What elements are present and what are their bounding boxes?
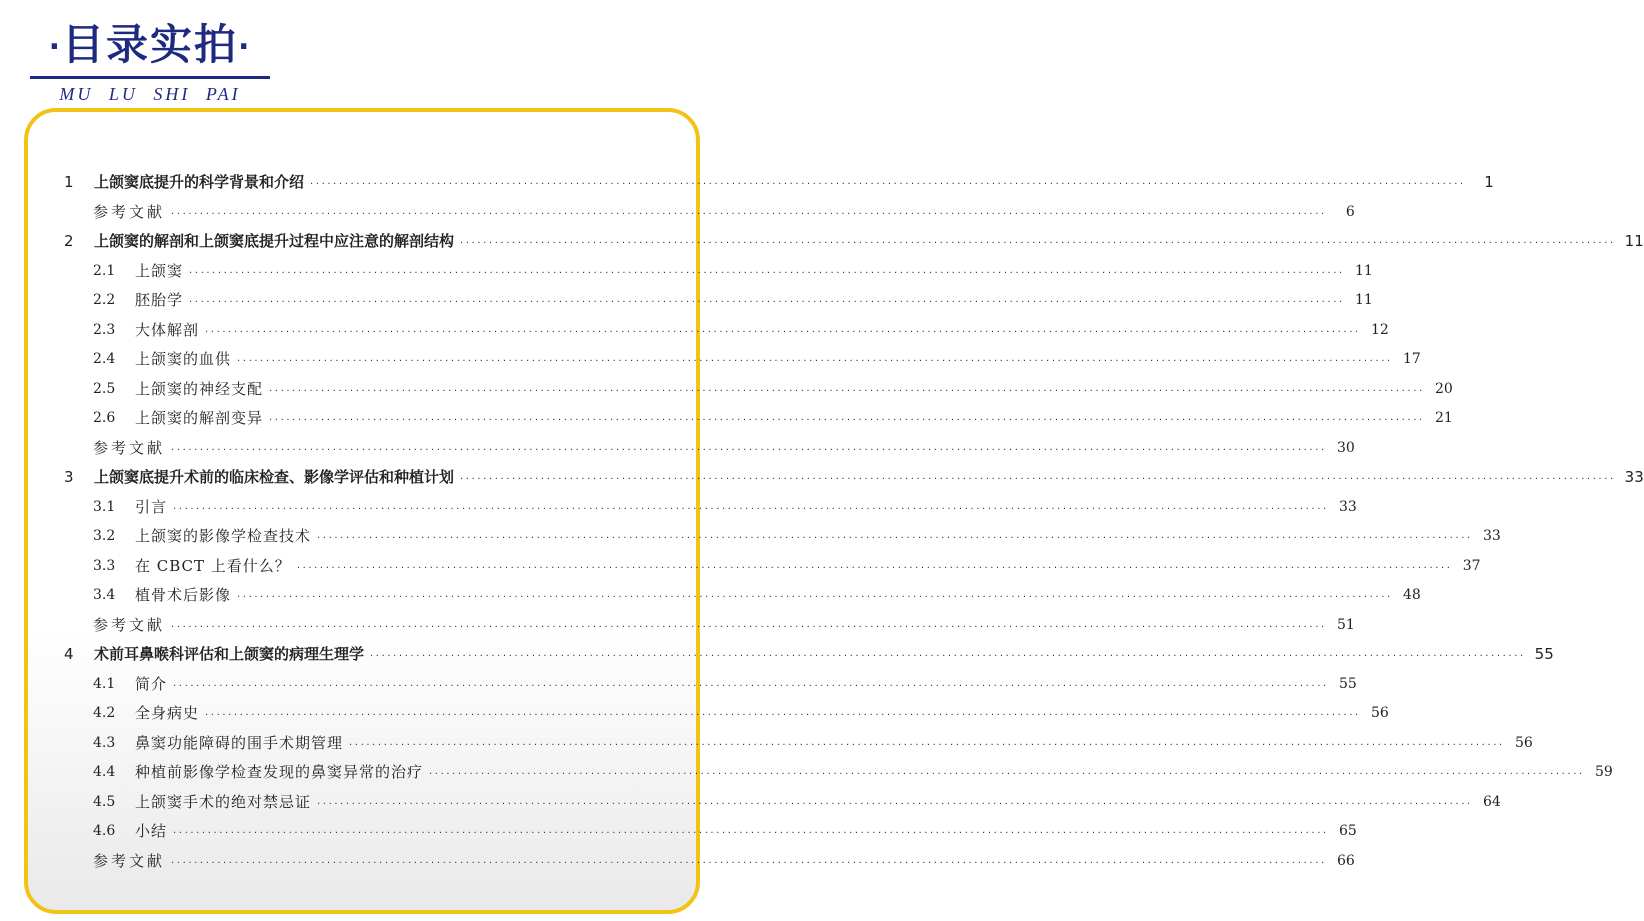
dot-leader: ········································································································································································································ — [317, 533, 1473, 544]
title-dot-left: · — [48, 29, 62, 65]
toc-ref-row — [93, 611, 1355, 635]
toc-entry-title: 参考文献 — [93, 202, 166, 221]
toc-entry-number: 4.4 — [93, 764, 116, 780]
toc-entry-title: 上颌窦的神经支配 — [135, 379, 264, 398]
toc-page-number: 64 — [1482, 793, 1501, 810]
dot-leader: ········································································································································································································ — [460, 474, 1616, 485]
toc-entry-title: 上颌窦的影像学检查技术 — [135, 527, 312, 545]
toc-section-row — [93, 581, 1421, 605]
dot-leader: ········································································································································································································ — [205, 710, 1361, 721]
toc-entry-number: 2.5 — [93, 380, 116, 397]
page-subtitle: MU LU SHI PAI — [59, 84, 241, 104]
toc-entry-title: 上颌窦的血供 — [135, 350, 232, 368]
toc-section-row — [93, 552, 1481, 576]
toc-section-row — [93, 522, 1501, 546]
toc-ref-row — [93, 198, 1355, 222]
toc-entry-number: 4.2 — [93, 705, 116, 721]
toc-page-number: 12 — [1370, 321, 1389, 338]
toc-entry-title: 植骨术后影像 — [135, 586, 232, 604]
toc-entry-title: 上颌窦手术的绝对禁忌证 — [135, 792, 312, 811]
toc-entry-number: 2.2 — [93, 292, 116, 308]
toc-section-row — [93, 729, 1533, 753]
title-text: 目录实拍 — [61, 20, 238, 69]
title-dot-right: · — [238, 29, 252, 65]
toc-page-number: 11 — [1624, 232, 1644, 250]
dot-leader: ········································································································································································································ — [237, 356, 1393, 367]
toc-page-number: 33 — [1482, 528, 1501, 544]
toc-entry-number: 4.1 — [93, 675, 116, 692]
toc-entry-title: 简介 — [135, 674, 168, 693]
dot-leader: ········································································································································································································ — [189, 267, 1345, 279]
toc-entry-title: 种植前影像学检查发现的鼻窦异常的治疗 — [135, 763, 424, 781]
toc-entry-title: 胚胎学 — [135, 291, 184, 309]
toc-section-row — [93, 257, 1373, 281]
toc-entry-title: 小结 — [135, 822, 168, 840]
toc-entry-title: 上颌窦的解剖变异 — [135, 409, 264, 427]
toc-section-row — [93, 670, 1357, 694]
toc-entry-title: 术前耳鼻喉科评估和上颌窦的病理生理学 — [94, 645, 365, 663]
toc-entry-title: 上颌窦底提升术前的临床检查、影像学评估和种植计划 — [94, 468, 455, 486]
toc-section-row — [93, 375, 1453, 399]
toc-page-number: 48 — [1402, 587, 1421, 603]
toc-entry-title: 鼻窦功能障碍的围手术期管理 — [135, 733, 344, 752]
toc-entry-number: 3.4 — [93, 587, 116, 603]
toc-section-row — [93, 286, 1373, 310]
toc-entry-title: 上颌窦的解剖和上颌窦底提升过程中应注意的解剖结构 — [94, 232, 455, 250]
toc-page-number: 37 — [1462, 557, 1481, 574]
toc-entry-title: 参考文献 — [93, 438, 166, 457]
dot-leader: ········································································································································································································ — [429, 769, 1585, 780]
toc-section-row — [93, 316, 1389, 340]
toc-entry-title: 在 CBCT 上看什么？ — [135, 556, 291, 575]
toc-entry-number: 4 — [64, 645, 74, 663]
toc-section-row — [93, 788, 1501, 812]
toc-entry-title: 上颌窦 — [135, 261, 184, 280]
toc-section-row — [93, 699, 1389, 723]
toc-section-row — [93, 493, 1357, 517]
toc-page-number: 11 — [1354, 262, 1373, 279]
dot-leader: ········································································································································································································ — [317, 798, 1473, 810]
toc-section-row — [93, 758, 1613, 782]
toc-page-number: 33 — [1338, 498, 1357, 515]
toc-entry-title: 参考文献 — [93, 615, 166, 634]
toc-entry-number: 3.1 — [93, 498, 116, 515]
toc-page-number: 33 — [1624, 468, 1644, 486]
toc-section-row — [93, 345, 1421, 369]
dot-leader: ········································································································································································································ — [460, 238, 1616, 249]
toc-page-number: 1 — [1484, 173, 1494, 191]
toc-page-number: 6 — [1345, 203, 1355, 220]
toc-entry-number: 4.6 — [93, 823, 116, 839]
toc-section-row — [93, 404, 1453, 428]
toc-entry-title: 大体解剖 — [135, 320, 200, 339]
toc-chapter-row — [64, 640, 1554, 664]
toc-entry-number: 2.4 — [93, 351, 116, 367]
toc-page-number: 30 — [1336, 439, 1355, 456]
toc-page-number: 17 — [1402, 351, 1421, 367]
dot-leader: ········································································································································································································ — [205, 326, 1361, 338]
toc-entry-number: 3.3 — [93, 557, 116, 574]
dot-leader: ········································································································································································································ — [189, 297, 1345, 308]
toc-entry-title: 全身病史 — [135, 704, 200, 722]
toc-entry-title: 参考文献 — [93, 851, 166, 870]
toc-ref-row — [93, 434, 1355, 458]
dot-leader: ········································································································································································································ — [173, 828, 1329, 839]
dot-leader: ········································································································································································································ — [310, 179, 1466, 190]
toc-entry-number: 4.5 — [93, 793, 116, 810]
dot-leader: ········································································································································································································ — [296, 562, 1453, 574]
dot-leader: ········································································································································································································ — [171, 444, 1327, 456]
toc-page-number: 59 — [1594, 764, 1613, 780]
toc-page-number: 21 — [1434, 410, 1453, 426]
toc-entry-title: 引言 — [135, 497, 168, 516]
toc-page-number: 65 — [1338, 823, 1357, 839]
toc-entry-number: 2.6 — [93, 410, 116, 426]
dot-leader: ········································································································································································································ — [173, 680, 1329, 692]
toc-page-number: 11 — [1354, 292, 1373, 308]
dot-leader: ········································································································································································································ — [171, 621, 1327, 633]
toc-entry-number: 2 — [64, 232, 74, 250]
dot-leader: ········································································································································································································ — [171, 857, 1327, 869]
toc-page-number: 56 — [1514, 734, 1533, 751]
toc-chapter-row — [64, 463, 1644, 487]
toc-ref-row — [93, 847, 1355, 871]
dot-leader: ········································································································································································································ — [269, 385, 1425, 397]
toc-page-number: 56 — [1370, 705, 1389, 721]
toc-page-number: 55 — [1338, 675, 1357, 692]
toc-entry-number: 4.3 — [93, 734, 116, 751]
dot-leader: ········································································································································································································ — [370, 651, 1526, 662]
dot-leader: ········································································································································································································ — [237, 592, 1393, 603]
toc-chapter-row — [64, 227, 1644, 251]
toc-entry-number: 2.3 — [93, 321, 116, 338]
toc-entry-number: 2.1 — [93, 262, 116, 279]
toc-page-number: 51 — [1336, 616, 1355, 633]
dot-leader: ········································································································································································································ — [171, 208, 1327, 220]
toc-entry-number: 3.2 — [93, 528, 116, 544]
toc-entry-title: 上颌窦底提升的科学背景和介绍 — [94, 173, 305, 191]
toc-page-number: 20 — [1434, 380, 1453, 397]
dot-leader: ········································································································································································································ — [349, 739, 1505, 751]
toc-page-number: 66 — [1336, 852, 1355, 869]
toc-page-number: 55 — [1534, 645, 1554, 663]
toc-entry-number: 3 — [64, 468, 74, 486]
toc-entry-number: 1 — [64, 173, 74, 191]
toc-chapter-row — [64, 168, 1494, 192]
dot-leader: ········································································································································································································ — [269, 415, 1425, 426]
toc-section-row — [93, 817, 1357, 841]
dot-leader: ········································································································································································································ — [173, 503, 1329, 515]
